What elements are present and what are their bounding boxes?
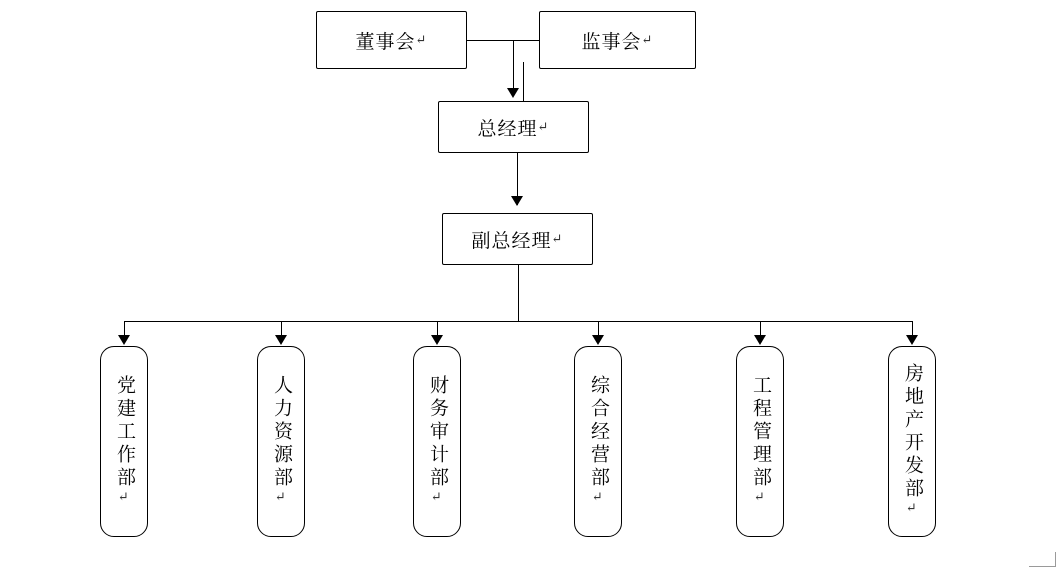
arrow-to-general-manager [507,88,519,98]
node-human-resources-label: 人力资源部 [270,374,292,490]
arrow-to-deputy-general-manager [511,196,523,206]
arrow-to-real-estate-development [906,335,918,345]
node-real-estate-development-label: 房地产开发部 [901,363,923,501]
arrow-to-comprehensive-operations [592,335,604,345]
node-human-resources[interactable] [257,346,305,537]
node-comprehensive-operations[interactable] [574,346,622,537]
node-engineering-management[interactable] [736,346,784,537]
arrow-to-engineering-management [754,335,766,345]
node-finance-audit-mark: ↵ [429,489,445,509]
node-party-building-mark: ↵ [116,489,132,509]
node-engineering-management-label: 工程管理部 [749,374,771,490]
node-finance-audit[interactable] [413,346,461,537]
node-engineering-management-mark: ↵ [752,489,768,509]
node-comprehensive-operations-label: 综合经营部 [587,374,609,490]
node-supervisors-mark: ↵ [641,32,654,47]
node-supervisors[interactable] [539,11,696,69]
node-deputy-general-manager-label: 副总经理 [471,230,552,252]
node-real-estate-development-mark: ↵ [904,501,920,520]
node-human-resources-mark: ↵ [273,489,289,509]
node-board-mark: ↵ [415,32,428,47]
node-supervisors-label: 监事会 [581,31,642,53]
node-general-manager[interactable] [438,101,589,153]
arrow-to-human-resources [275,335,287,345]
node-deputy-general-manager-mark: ↵ [551,231,564,246]
node-party-building[interactable] [100,346,148,537]
connector-board-to-supervisors [467,40,539,41]
node-board[interactable] [316,11,467,69]
node-general-manager-label: 总经理 [477,118,538,140]
connector-deputy-down [518,265,519,321]
node-finance-audit-label: 财务审计部 [426,374,448,490]
stray-tick-mark [523,62,524,106]
node-board-label: 董事会 [355,31,416,53]
node-party-building-label: 党建工作部 [113,374,135,490]
arrow-to-finance-audit [431,335,443,345]
node-comprehensive-operations-mark: ↵ [590,489,606,509]
connector-department-bus [124,321,912,322]
node-general-manager-mark: ↵ [537,119,550,134]
node-deputy-general-manager[interactable] [442,213,593,265]
arrow-to-party-building [118,335,130,345]
page-corner-mark [1029,552,1056,567]
node-real-estate-development[interactable] [888,346,936,537]
